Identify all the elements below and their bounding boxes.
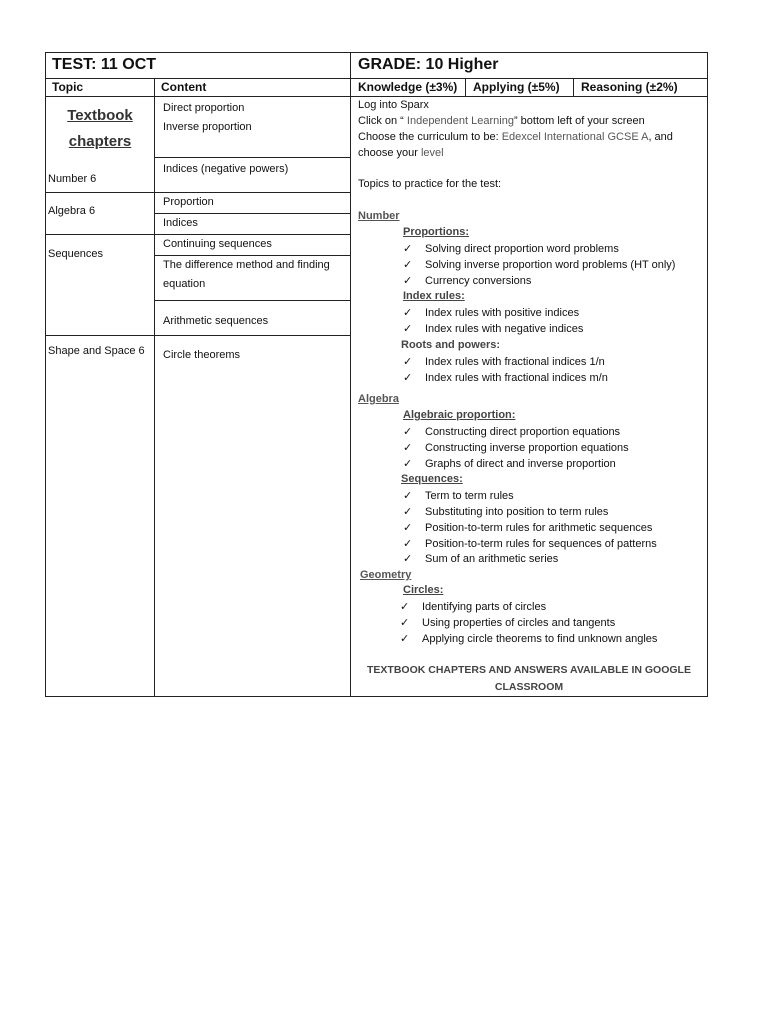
check-icon: ✓: [403, 426, 413, 438]
check-icon: ✓: [403, 442, 413, 454]
divider: [45, 335, 351, 336]
list-item: ✓ Index rules with fractional indices 1/n: [403, 356, 605, 368]
level-text: level: [420, 147, 444, 159]
check-icon: ✓: [403, 506, 413, 518]
list-item: ✓ Substituting into position to term rules: [403, 506, 609, 518]
check-icon: ✓: [403, 323, 413, 335]
subsection-sequences: Sequences:: [401, 473, 463, 485]
check-icon: ✓: [400, 601, 410, 613]
divider: [45, 78, 708, 79]
divider: [45, 192, 351, 193]
list-item: ✓ Index rules with fractional indices m/n: [403, 372, 608, 384]
check-icon: ✓: [403, 243, 413, 255]
check-icon: ✓: [403, 307, 413, 319]
divider: [350, 52, 351, 697]
subsection-proportions: Proportions:: [403, 226, 469, 238]
content-circle-theorems: Circle theorems: [163, 349, 241, 361]
divider: [154, 78, 155, 697]
divider: [154, 213, 351, 214]
divider: [154, 157, 351, 158]
list-item: ✓ Constructing direct proportion equations: [403, 426, 621, 438]
list-item: ✓ Graphs of direct and inverse proportion: [403, 458, 616, 470]
knowledge-header: Knowledge (±3%): [358, 80, 458, 94]
list-item: ✓ Identifying parts of circles: [400, 601, 547, 613]
list-item: ✓ Solving direct proportion word problems: [403, 243, 619, 255]
topic-sequences: Sequences: [48, 248, 104, 260]
check-icon: ✓: [403, 490, 413, 502]
divider: [154, 300, 351, 301]
practice-intro: Topics to practice for the test:: [358, 178, 502, 190]
content-indices-negative: Indices (negative powers): [163, 163, 289, 175]
list-item: ✓ Constructing inverse proportion equations: [403, 442, 629, 454]
divider: [465, 78, 466, 96]
check-icon: ✓: [403, 522, 413, 534]
divider: [45, 234, 351, 235]
check-icon: ✓: [403, 259, 413, 271]
content-proportion: Proportion: [163, 196, 214, 208]
curriculum-instruction: Choose the curriculum to be: Edexcel International GCSE A, and: [358, 131, 673, 143]
reasoning-header: Reasoning (±2%): [581, 80, 678, 94]
login-instruction: Log into Sparx: [358, 99, 429, 111]
applying-header: Applying (±5%): [473, 80, 560, 94]
subsection-index-rules: Index rules:: [403, 290, 465, 302]
list-item: ✓ Position-to-term rules for sequences of patterns: [403, 538, 657, 550]
list-item: ✓ Currency conversions: [403, 275, 532, 287]
subsection-roots-powers: Roots and powers:: [401, 339, 501, 351]
list-item: ✓ Using properties of circles and tangents: [400, 617, 616, 629]
textbook-chapters-heading: Textbook chapters: [67, 107, 133, 150]
divider: [154, 255, 351, 256]
independent-learning-text: Independent Learning: [406, 115, 514, 127]
check-icon: ✓: [403, 553, 413, 565]
list-item: ✓ Applying circle theorems to find unknown angles: [400, 633, 658, 645]
section-number: Number: [358, 210, 400, 222]
divider: [45, 96, 708, 97]
test-date: TEST: 11 OCT: [52, 56, 157, 73]
check-icon: ✓: [403, 458, 413, 470]
grade-label: GRADE: 10 Higher: [358, 56, 499, 73]
content-continuing-sequences: Continuing sequences: [163, 238, 272, 250]
topic-header: Topic: [52, 80, 84, 94]
check-icon: ✓: [403, 372, 413, 384]
divider: [573, 78, 574, 96]
content-inverse-proportion: Inverse proportion: [163, 121, 252, 133]
section-algebra: Algebra: [358, 393, 399, 405]
check-icon: ✓: [400, 633, 410, 645]
subsection-algebraic-proportion: Algebraic proportion:: [403, 409, 516, 421]
list-item: ✓ Position-to-term rules for arithmetic sequences: [403, 522, 653, 534]
curriculum-name: Edexcel International GCSE A: [501, 131, 649, 143]
list-item: ✓ Index rules with negative indices: [403, 323, 584, 335]
content-difference-method-2: equation: [163, 278, 206, 290]
check-icon: ✓: [403, 275, 413, 287]
list-item: ✓ Solving inverse proportion word problems (HT only): [403, 259, 676, 271]
check-icon: ✓: [400, 617, 410, 629]
content-header: Content: [161, 80, 207, 94]
check-icon: ✓: [403, 538, 413, 550]
content-direct-proportion: Direct proportion: [163, 102, 245, 114]
section-geometry: Geometry: [360, 569, 412, 581]
level-instruction: choose your level: [358, 147, 444, 159]
list-item: ✓ Index rules with positive indices: [403, 307, 580, 319]
topic-algebra-6: Algebra 6: [48, 205, 96, 217]
click-instruction: Click on “ Independent Learning” bottom left of your screen: [358, 115, 645, 127]
check-icon: ✓: [403, 356, 413, 368]
content-indices: Indices: [163, 217, 198, 229]
textbook-availability-note: TEXTBOOK CHAPTERS AND ANSWERS AVAILABLE IN GOOGLE CLASSROOM: [367, 664, 691, 693]
content-difference-method: The difference method and finding: [163, 259, 330, 271]
list-item: ✓ Term to term rules: [403, 490, 514, 502]
list-item: ✓ Sum of an arithmetic series: [403, 553, 559, 565]
topic-shape-space-6: Shape and Space 6: [48, 345, 145, 357]
topic-number-6: Number 6: [48, 173, 97, 185]
content-arithmetic-sequences: Arithmetic sequences: [163, 315, 269, 327]
subsection-circles: Circles:: [403, 584, 444, 596]
